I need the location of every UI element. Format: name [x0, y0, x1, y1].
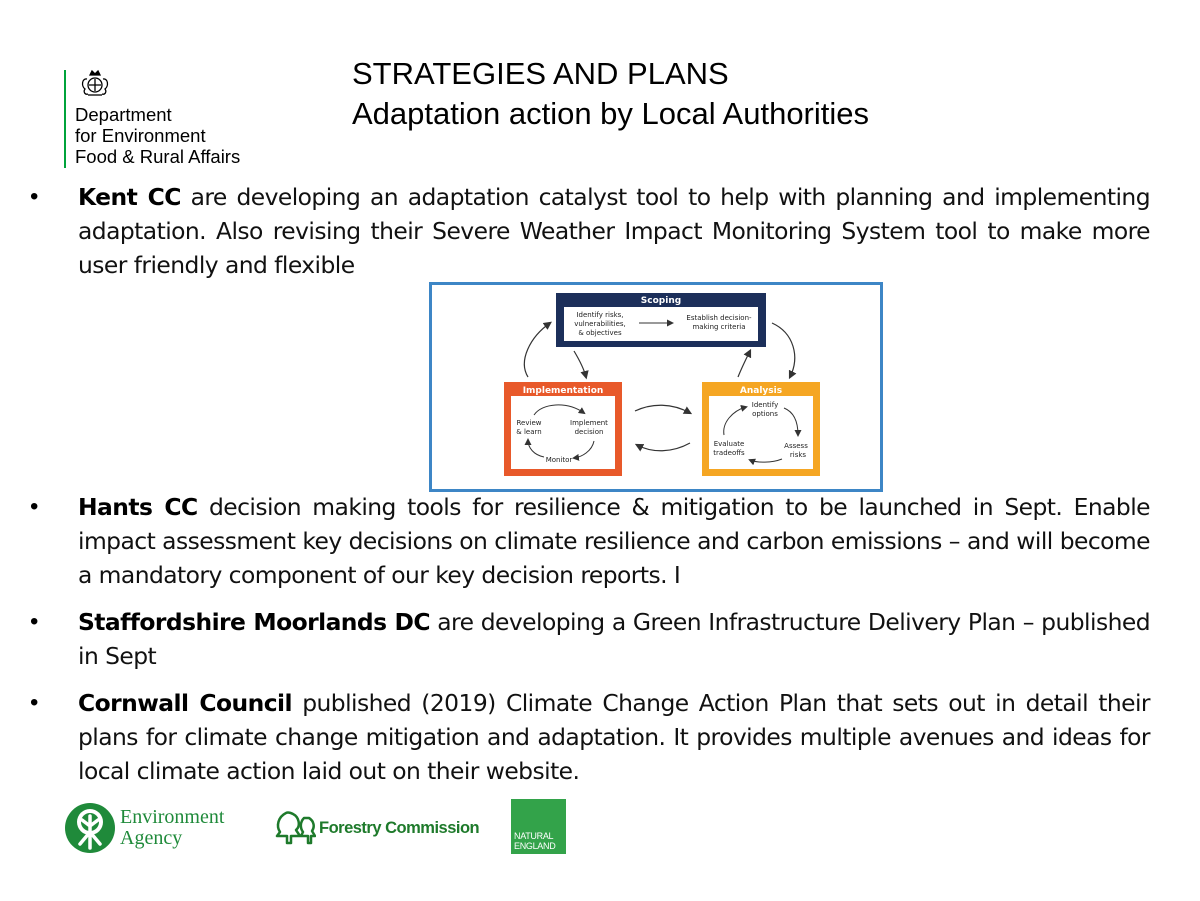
scoping-to-impl-arrow — [574, 351, 586, 377]
scoping-identify-line3: & objectives — [578, 329, 622, 337]
review-learn-line2: & learn — [516, 428, 542, 436]
impl-to-analysis-arrow — [635, 405, 690, 413]
identify-options-line1: Identify — [751, 401, 779, 409]
evaluate-tradeoffs-line1: Evaluate — [713, 440, 745, 448]
implement-decision-line2: decision — [574, 428, 604, 436]
royal-crest-icon — [78, 66, 112, 100]
scoping-criteria-line2: making criteria — [692, 323, 746, 331]
bullet-org-name: Hants CC — [78, 493, 198, 521]
implementation-title: Implementation — [522, 386, 604, 396]
natural-england-logo — [511, 799, 566, 854]
assess-risks-line1: Assess — [784, 442, 808, 450]
bullet-marker: • — [30, 183, 39, 210]
defra-name-line2: for Environment — [75, 125, 206, 146]
defra-green-rule — [64, 70, 66, 168]
environment-agency-name-line2: Agency — [120, 827, 183, 849]
implementation-box — [504, 382, 622, 476]
analysis-to-impl-arrow — [637, 443, 690, 451]
bullet-marker: • — [30, 608, 39, 635]
evaluate-tradeoffs-line2: tradeoffs — [713, 449, 745, 457]
bullet-item-kent — [26, 180, 1152, 282]
bullet-text — [78, 686, 1150, 788]
bullet-body: are developing an adaptation catalyst tool to help with planning and implementing adaptation. Also revising their Severe Weather Impact Monitoring System tool to make more user friendly and flexible — [78, 183, 1150, 279]
analysis-to-scoping-arrow — [738, 351, 750, 377]
environment-agency-tree-icon — [64, 802, 116, 854]
bullet-org-name: Kent CC — [78, 183, 181, 211]
environment-agency-logo — [64, 802, 254, 854]
scoping-to-analysis-arrow — [772, 323, 795, 377]
defra-name-line3: Food & Rural Affairs — [75, 146, 241, 167]
scoping-box — [556, 293, 766, 347]
bullet-item-staffordshire — [26, 605, 1152, 673]
slide-title — [352, 54, 1152, 134]
analysis-box — [702, 382, 820, 476]
environment-agency-name-line1: Environment — [120, 806, 225, 828]
review-learn-line1: Review — [516, 419, 542, 427]
bullet-item-cornwall — [26, 686, 1152, 788]
bullet-body: published (2019) Climate Change Action Plan that sets out in detail their plans for climate change mitigation and adaptation. It provides multiple avenues and ideas for local climate action laid out on their website. — [78, 689, 1150, 785]
scoping-identify-line2: vulnerabilities, — [574, 320, 626, 328]
scoping-criteria-line1: Establish decision- — [686, 314, 752, 322]
slide-title-line2: Adaptation action by Local Authorities — [352, 96, 870, 131]
scoping-title: Scoping — [640, 296, 682, 306]
monitor-label: Monitor — [545, 456, 573, 464]
scoping-identify-line1: Identify risks, — [576, 311, 624, 319]
forestry-commission-logo — [274, 810, 489, 848]
defra-name-line1: Department — [75, 104, 172, 125]
adaptation-cycle-diagram — [429, 282, 883, 492]
slide-title-line1: STRATEGIES AND PLANS — [352, 56, 729, 91]
bullet-text — [78, 605, 1150, 673]
defra-logo — [64, 66, 284, 170]
assess-risks-line2: risks — [789, 451, 807, 459]
bullet-body: decision making tools for resilience & mitigation to be launched in Sept. Enable impact assessment key decisions on climate resilience and carbon emissions – and will become a mandatory component of our key decision reports. I — [78, 493, 1150, 589]
bullet-item-hants — [26, 490, 1152, 592]
bullet-text — [78, 180, 1150, 282]
natural-england-name-line1: NATURAL — [514, 831, 554, 841]
bullet-org-name: Cornwall Council — [78, 689, 292, 717]
natural-england-name-line2: ENGLAND — [514, 841, 556, 851]
forestry-commission-name: Forestry Commission — [319, 819, 480, 837]
implement-decision-line1: Implement — [570, 419, 608, 427]
forestry-commission-tree-icon — [274, 810, 316, 846]
analysis-title: Analysis — [739, 386, 783, 396]
identify-options-line2: options — [752, 410, 778, 418]
impl-to-scoping-arrow — [524, 323, 550, 377]
bullet-marker: • — [30, 493, 39, 520]
bullet-marker: • — [30, 689, 39, 716]
bullet-org-name: Staffordshire Moorlands DC — [78, 608, 430, 636]
adaptation-cycle-svg — [432, 285, 880, 489]
bullet-text — [78, 490, 1150, 592]
bullet-body: are developing a Green Infrastructure Delivery Plan – published in Sept — [78, 608, 1150, 670]
